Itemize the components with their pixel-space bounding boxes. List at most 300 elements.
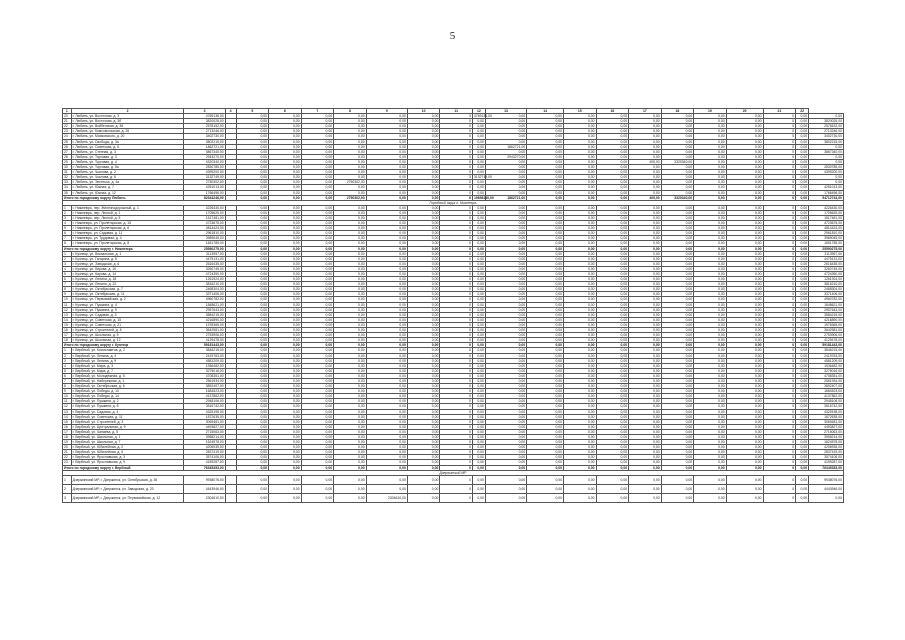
address-cell: г. Вербный, ул. Пушкина, д. 2 <box>71 399 184 404</box>
total-label: Итого по городскому округу г. Нижнеюрь <box>63 246 184 251</box>
value-cell: 0,00 <box>485 429 526 434</box>
column-header: 4 <box>225 109 236 114</box>
value-cell: 3069481,00 <box>184 419 225 424</box>
address-cell: г. Любинь, ул. Советская, д. 6 <box>71 144 184 149</box>
value-cell: 4159287,00 <box>184 460 225 465</box>
value-cell: 0,00 <box>726 460 763 465</box>
value-cell: 0,00 <box>694 261 727 266</box>
value-cell: 0,00 <box>596 210 629 215</box>
value-cell: 0,00 <box>596 236 629 241</box>
value-cell: 0,00 <box>366 338 407 343</box>
value-cell: 0,00 <box>661 338 694 343</box>
value-cell: 0,00 <box>485 277 526 282</box>
value-cell: 0,00 <box>301 384 334 389</box>
value-cell: 0,00 <box>694 134 727 139</box>
column-header: 14 <box>527 109 564 114</box>
value-cell: 0,00 <box>564 144 597 149</box>
value-cell: 0,00 <box>407 251 440 256</box>
value-cell: 3958214,00 <box>184 435 225 440</box>
value-cell: 0,00 <box>407 266 440 271</box>
value-cell: 0,00 <box>301 144 334 149</box>
value-cell: 0 <box>440 236 473 241</box>
value-cell: 0 <box>763 287 796 292</box>
value-cell: 0,00 <box>796 429 809 434</box>
address-cell: г. Кузнецк, ул. Октябрьская, д. 11 <box>71 292 184 297</box>
value-cell: 0,00 <box>527 170 564 175</box>
value-cell: 0 <box>440 124 473 129</box>
value-cell: 0,00 <box>629 175 662 180</box>
value-cell: 0,00 <box>301 231 334 236</box>
value-cell: 0,00 <box>661 210 694 215</box>
value-cell: 0,00 <box>661 455 694 460</box>
value-cell: 0 <box>440 302 473 307</box>
value-cell: 0,00 <box>796 424 809 429</box>
value-cell: 4443946,00 <box>809 484 844 493</box>
column-header: 11 <box>440 109 473 114</box>
value-cell: 0,00 <box>301 190 334 195</box>
value-cell: 0,00 <box>629 144 662 149</box>
column-header: 12 <box>472 109 485 114</box>
value-cell: 0,00 <box>661 251 694 256</box>
value-cell: 0,00 <box>596 328 629 333</box>
value-cell: 0,00 <box>796 272 809 277</box>
value-cell: 0 <box>763 165 796 170</box>
row-number: 7 <box>63 282 72 287</box>
value-cell: 0,00 <box>596 429 629 434</box>
value-cell: 0,00 <box>269 114 302 119</box>
value-cell: 0,00 <box>269 450 302 455</box>
value-cell: 0,00 <box>236 256 269 261</box>
value-cell: 0 <box>763 328 796 333</box>
value-cell: 4216890,00 <box>184 317 225 322</box>
value-cell: 0,00 <box>334 460 367 465</box>
value-cell: 0,00 <box>366 429 407 434</box>
value-cell: 0,00 <box>301 322 334 327</box>
value-cell: 4399200,00 <box>184 170 225 175</box>
value-cell: 0,00 <box>472 460 485 465</box>
address-cell: г. Нижнеюрь, пер. Лесной, д. 5 <box>71 215 184 220</box>
value-cell: 0,00 <box>366 450 407 455</box>
address-cell: г. Любинь, ул. Восточная, д. 3 <box>71 114 184 119</box>
value-cell: 0,00 <box>407 399 440 404</box>
value-cell: 0,00 <box>407 287 440 292</box>
value-cell: 0 <box>763 272 796 277</box>
value-cell: 0 <box>763 307 796 312</box>
value-cell: 0,00 <box>694 424 727 429</box>
value-cell: 2948106,00 <box>809 399 844 404</box>
address-cell: г. Кузнецк, ул. Советская, д. 21 <box>71 322 184 327</box>
value-cell: 3642581,00 <box>184 328 225 333</box>
value-cell: 0,00 <box>269 297 302 302</box>
value-cell: 0,00 <box>564 317 597 322</box>
value-cell: 0,00 <box>796 317 809 322</box>
value-cell: 0,00 <box>726 215 763 220</box>
value-cell: 0,00 <box>334 435 367 440</box>
value-cell: 0,00 <box>694 302 727 307</box>
table-row <box>63 475 844 484</box>
value-cell: 0,00 <box>334 114 367 119</box>
value-cell: 0,00 <box>629 241 662 246</box>
value-cell: 0,00 <box>796 205 809 210</box>
value-cell: 0,00 <box>796 221 809 226</box>
value-cell: 0 <box>440 154 473 159</box>
value-cell: 0,00 <box>301 266 334 271</box>
value-cell: 0,00 <box>334 307 367 312</box>
value-cell: 0,00 <box>407 455 440 460</box>
value-cell: 0,00 <box>629 226 662 231</box>
row-number: 5 <box>63 368 72 373</box>
value-cell: 1517481,00 <box>184 215 225 220</box>
value-cell: 0,00 <box>564 348 597 353</box>
value-cell: 0,00 <box>472 440 485 445</box>
value-cell: 0,00 <box>694 460 727 465</box>
value-cell: 0,00 <box>236 414 269 419</box>
value-cell: 0,00 <box>527 317 564 322</box>
total-value-cell: 0,00 <box>334 465 367 470</box>
value-cell: 0,00 <box>726 429 763 434</box>
value-cell: 0,00 <box>629 419 662 424</box>
value-cell <box>225 475 236 484</box>
value-cell: 0,00 <box>269 353 302 358</box>
value-cell: 0,00 <box>796 144 809 149</box>
total-value-cell: 0,00 <box>334 343 367 348</box>
value-cell: 0,00 <box>334 475 367 484</box>
value-cell: 0,00 <box>596 266 629 271</box>
value-cell: 0,00 <box>726 389 763 394</box>
row-number: 3 <box>63 261 72 266</box>
value-cell: 0,00 <box>694 159 727 164</box>
row-number: 4 <box>63 266 72 271</box>
value-cell: 0 <box>763 384 796 389</box>
value-cell: 0,00 <box>796 256 809 261</box>
row-number: 20 <box>63 114 72 119</box>
value-cell: 0,00 <box>527 277 564 282</box>
value-cell: 0,00 <box>694 440 727 445</box>
address-cell: г. Любинь, ул. Маяковского, д. 20 <box>71 134 184 139</box>
value-cell: 4137862,00 <box>809 394 844 399</box>
value-cell: 0,00 <box>472 134 485 139</box>
value-cell: 0 <box>440 363 473 368</box>
value-cell: 0,00 <box>527 328 564 333</box>
value-cell: 0,00 <box>301 409 334 414</box>
value-cell: 0,00 <box>334 445 367 450</box>
value-cell: 4137862,00 <box>184 394 225 399</box>
value-cell: 3260745,00 <box>809 266 844 271</box>
value-cell: 0,00 <box>236 175 269 180</box>
value-cell: 0,00 <box>366 373 407 378</box>
value-cell: 0,00 <box>796 493 809 502</box>
address-cell: г. Кузнецк, ул. Школьная, д. 12 <box>71 338 184 343</box>
value-cell: 0,00 <box>407 445 440 450</box>
value-cell: 0,00 <box>694 409 727 414</box>
value-cell: 0,00 <box>796 159 809 164</box>
total-value-cell: 0,00 <box>726 195 763 200</box>
value-cell: 0,00 <box>596 333 629 338</box>
value-cell: 1624578,00 <box>184 440 225 445</box>
value-cell: 0,00 <box>269 180 302 185</box>
value-cell: 0,00 <box>527 429 564 434</box>
value-cell: 0,00 <box>485 261 526 266</box>
value-cell: 0,00 <box>334 190 367 195</box>
value-cell: 0,00 <box>472 322 485 327</box>
value-cell: 0 <box>763 460 796 465</box>
value-cell: 0,00 <box>809 180 844 185</box>
value-cell: 0,00 <box>694 236 727 241</box>
address-cell: г. Любинь, ул. Южная, д. 7 <box>71 185 184 190</box>
value-cell: 0,00 <box>661 190 694 195</box>
value-cell: 0 <box>763 149 796 154</box>
value-cell: 0,00 <box>334 348 367 353</box>
value-cell: 0,00 <box>485 353 526 358</box>
total-value-cell: 0,00 <box>366 343 407 348</box>
value-cell: 0,00 <box>472 429 485 434</box>
value-cell: 0,00 <box>661 322 694 327</box>
value-cell: 0,00 <box>726 277 763 282</box>
value-cell: 0,00 <box>301 154 334 159</box>
value-cell: 0,00 <box>366 435 407 440</box>
value-cell: 0,00 <box>407 190 440 195</box>
value-cell: 0,00 <box>661 226 694 231</box>
value-cell: 0,00 <box>236 261 269 266</box>
value-cell: 0,00 <box>472 277 485 282</box>
value-cell: 0 <box>440 134 473 139</box>
value-cell: 0 <box>440 139 473 144</box>
value-cell: 0,00 <box>407 338 440 343</box>
value-cell: 0,00 <box>629 287 662 292</box>
value-cell: 0,00 <box>694 221 727 226</box>
value-cell: 0,00 <box>726 475 763 484</box>
value-cell: 0,00 <box>236 226 269 231</box>
section-title: Дзержинский МР <box>63 470 844 475</box>
value-cell: 0,00 <box>694 317 727 322</box>
value-cell: 0 <box>440 287 473 292</box>
value-cell: 0,00 <box>694 185 727 190</box>
value-cell: 1651785,00 <box>809 241 844 246</box>
value-cell: 0,00 <box>334 394 367 399</box>
value-cell: 0,00 <box>472 378 485 383</box>
value-cell: 0,00 <box>796 328 809 333</box>
value-cell: 2561934,00 <box>809 378 844 383</box>
value-cell: 0,00 <box>661 292 694 297</box>
value-cell: 0,00 <box>796 338 809 343</box>
value-cell: 0,00 <box>301 149 334 154</box>
value-cell: 0,00 <box>472 399 485 404</box>
value-cell: 0,00 <box>661 414 694 419</box>
value-cell: 0,00 <box>334 455 367 460</box>
row-number: 30 <box>63 165 72 170</box>
value-cell: 1936482,00 <box>809 363 844 368</box>
value-cell: 0,00 <box>694 358 727 363</box>
value-cell: 0,00 <box>694 165 727 170</box>
value-cell: 0,00 <box>236 210 269 215</box>
address-cell: г. Любинь, ул. Чкалова, д. 2 <box>71 170 184 175</box>
value-cell: 0,00 <box>694 210 727 215</box>
value-cell: 0,00 <box>472 328 485 333</box>
value-cell: 0,00 <box>564 333 597 338</box>
value-cell: 0,00 <box>629 272 662 277</box>
address-cell: г. Нижнеюрь, ул. Пролетарская, д. 15 <box>71 221 184 226</box>
value-cell: 0,00 <box>564 302 597 307</box>
value-cell: 0,00 <box>269 348 302 353</box>
value-cell: 0,00 <box>472 159 485 164</box>
value-cell: 0,00 <box>334 450 367 455</box>
value-cell: 0,00 <box>301 389 334 394</box>
value-cell: 0,00 <box>564 338 597 343</box>
row-number: 15 <box>63 322 72 327</box>
value-cell: 0,00 <box>661 378 694 383</box>
value-cell: 0,00 <box>334 484 367 493</box>
value-cell: 3132749,00 <box>473 175 492 180</box>
row-number: 20 <box>63 445 72 450</box>
row-number: 12 <box>63 404 72 409</box>
value-cell: 0 <box>763 333 796 338</box>
value-cell: 0,00 <box>694 394 727 399</box>
value-cell: 0,00 <box>629 307 662 312</box>
value-cell: 0,00 <box>596 378 629 383</box>
value-cell: 0,00 <box>564 409 597 414</box>
value-cell: 0,00 <box>366 404 407 409</box>
value-cell: 0 <box>763 312 796 317</box>
row-number: 7 <box>63 236 72 241</box>
value-cell: 0,00 <box>527 134 564 139</box>
value-cell: 1517481,00 <box>809 215 844 220</box>
value-cell: 0,00 <box>269 226 302 231</box>
value-cell: 0,00 <box>564 210 597 215</box>
value-cell: 0,00 <box>236 399 269 404</box>
value-cell: 0,00 <box>726 378 763 383</box>
value-cell: 0,00 <box>407 175 440 180</box>
value-cell: 0,00 <box>726 312 763 317</box>
value-cell: 0,00 <box>236 394 269 399</box>
value-cell: 0,00 <box>694 287 727 292</box>
value-cell: 4581209,00 <box>184 358 225 363</box>
value-cell: 0 <box>763 266 796 271</box>
value-cell: 0,00 <box>236 134 269 139</box>
value-cell: 0,00 <box>564 368 597 373</box>
value-cell: 0,00 <box>301 429 334 434</box>
value-cell: 0,00 <box>472 302 485 307</box>
value-cell: 0,00 <box>366 394 407 399</box>
value-cell: 4320340,00 <box>184 159 225 164</box>
row-number: 4 <box>63 221 72 226</box>
value-cell: 0 <box>763 302 796 307</box>
value-cell: 0,00 <box>236 368 269 373</box>
total-value-cell: 0,00 <box>366 195 407 200</box>
value-cell: 0,00 <box>527 205 564 210</box>
row-number: 3 <box>63 215 72 220</box>
value-cell: 2943270,00 <box>485 154 526 159</box>
value-cell: 0,00 <box>334 144 367 149</box>
value-cell: 1766496,00 <box>184 190 225 195</box>
value-cell: 0 <box>763 440 796 445</box>
value-cell: 0 <box>440 419 473 424</box>
total-value-cell: 25590275,00 <box>809 246 844 251</box>
value-cell: 0,00 <box>472 368 485 373</box>
value-cell: 0,00 <box>596 159 629 164</box>
address-cell: г. Вербный, ул. Садовая, д. 4 <box>71 409 184 414</box>
value-cell: 0,00 <box>334 154 367 159</box>
total-value-cell: 0,00 <box>527 343 564 348</box>
address-cell: г. Кузнецк, ул. Школьная, д. 5 <box>71 333 184 338</box>
value-cell: 0,00 <box>472 205 485 210</box>
value-cell: 0,00 <box>366 307 407 312</box>
value-cell: 0,00 <box>485 348 526 353</box>
value-cell: 0,00 <box>269 205 302 210</box>
value-cell: 0,00 <box>796 236 809 241</box>
total-value-cell: 0,00 <box>596 465 629 470</box>
value-cell: 0,00 <box>407 231 440 236</box>
value-cell: 0,00 <box>796 302 809 307</box>
total-value-cell: 0,00 <box>334 246 367 251</box>
value-cell: 0,00 <box>301 139 334 144</box>
value-cell: 1261924,00 <box>809 277 844 282</box>
value-cell: 0,00 <box>301 221 334 226</box>
value-cell: 0 <box>440 450 473 455</box>
total-value-cell: 0,00 <box>269 195 302 200</box>
value-cell: 0,00 <box>661 394 694 399</box>
value-cell: 0 <box>440 338 473 343</box>
total-value-cell: 0,00 <box>596 343 629 348</box>
value-cell: 0,00 <box>596 373 629 378</box>
value-cell: 0,00 <box>334 333 367 338</box>
value-cell: 0,00 <box>485 170 526 175</box>
value-cell: 0,00 <box>564 424 597 429</box>
value-cell: 0 <box>763 180 796 185</box>
value-cell: 0,00 <box>527 272 564 277</box>
value-cell: 0,00 <box>366 348 407 353</box>
value-cell: 0,00 <box>694 154 727 159</box>
value-cell: 0,00 <box>527 180 564 185</box>
value-cell: 0,00 <box>661 297 694 302</box>
value-cell: 0,00 <box>596 409 629 414</box>
value-cell: 0,00 <box>472 414 485 419</box>
value-cell: 0,00 <box>301 378 334 383</box>
value-cell: 0,00 <box>726 338 763 343</box>
value-cell: 0,00 <box>269 261 302 266</box>
value-cell: 0,00 <box>301 440 334 445</box>
total-value-cell: 0,00 <box>407 465 440 470</box>
row-number: 6 <box>63 277 72 282</box>
value-cell: 0 <box>440 445 473 450</box>
value-cell: 0,00 <box>407 389 440 394</box>
value-cell: 0,00 <box>269 272 302 277</box>
value-cell: 2961810,00 <box>809 231 844 236</box>
value-cell: 0,00 <box>269 429 302 434</box>
value-cell: 0,00 <box>564 307 597 312</box>
value-cell: 0,00 <box>269 460 302 465</box>
value-cell: 0,00 <box>726 210 763 215</box>
row-number: 6 <box>63 231 72 236</box>
value-cell: 0 <box>440 149 473 154</box>
value-cell: 0,00 <box>472 261 485 266</box>
value-cell: 0,00 <box>366 221 407 226</box>
value-cell: 0,00 <box>485 190 526 195</box>
value-cell: 0,00 <box>527 389 564 394</box>
row-number: 17 <box>63 333 72 338</box>
value-cell: 0,00 <box>661 266 694 271</box>
value-cell: 0,00 <box>629 493 662 502</box>
value-cell: 0,00 <box>661 236 694 241</box>
value-cell: 0,00 <box>629 292 662 297</box>
value-cell: 0,00 <box>629 154 662 159</box>
value-cell: 0,00 <box>485 266 526 271</box>
value-cell: 0,00 <box>629 394 662 399</box>
value-cell: 0,00 <box>366 226 407 231</box>
value-cell: 0,00 <box>301 282 334 287</box>
value-cell: 0,00 <box>564 266 597 271</box>
value-cell: 0,00 <box>269 190 302 195</box>
value-cell: 0,00 <box>407 435 440 440</box>
